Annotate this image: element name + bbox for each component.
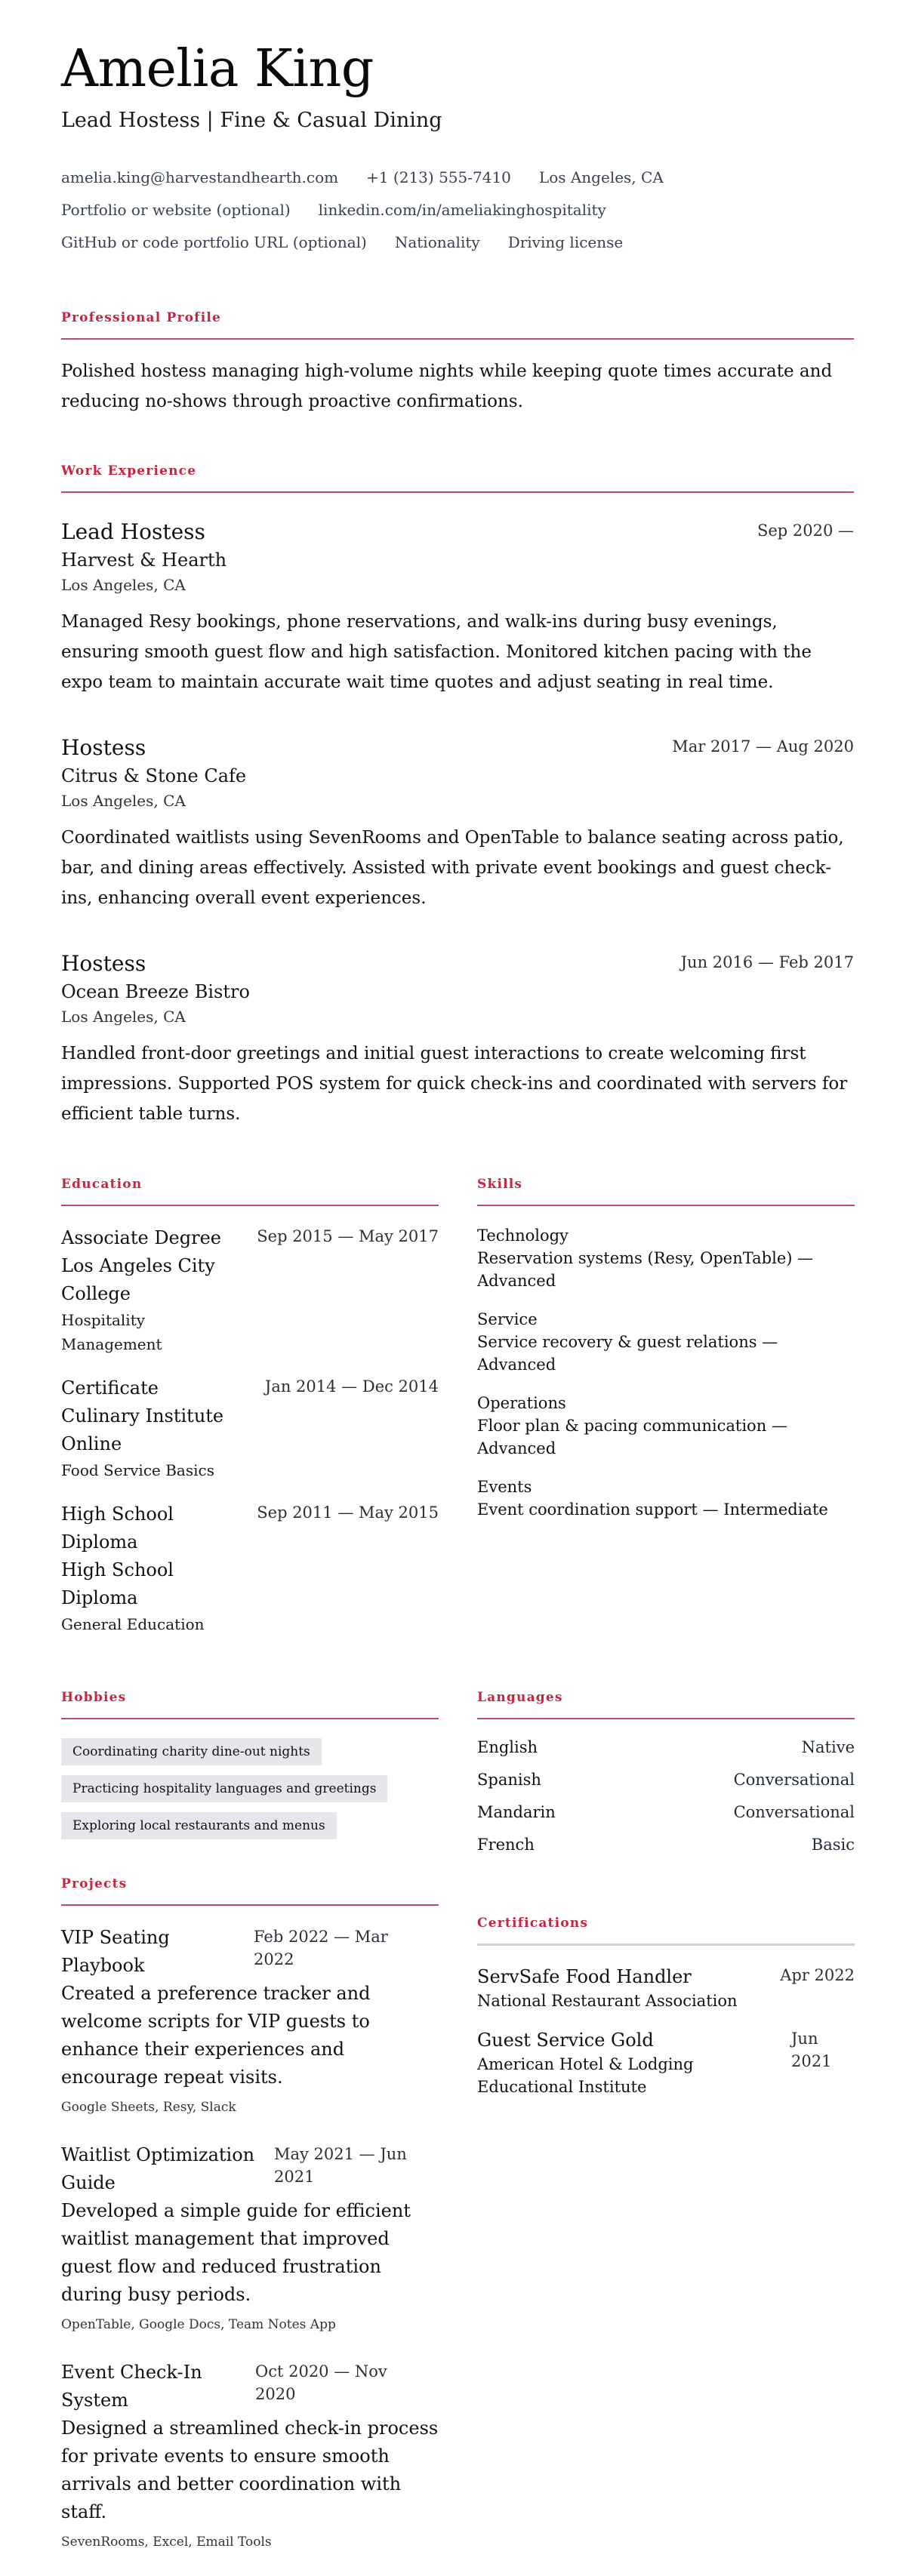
section-heading: Skills [477,1177,523,1192]
hobby-chip: Coordinating charity dine-out nights [61,1738,322,1765]
contact-row [61,194,854,226]
certification-date: Apr 2022 [780,1966,855,1984]
project-title: Event Check-In System [61,2362,202,2411]
project-dates: Oct 2020 — Nov 2020 [255,2362,387,2403]
skill-group [477,1224,855,1292]
certification-name: Guest Service Gold [477,2030,654,2051]
skill-group [477,1308,855,1376]
languages-section [477,1689,855,1861]
section-divider [61,1718,439,1719]
language-level: Conversational [733,1803,855,1821]
section-heading: Languages [477,1690,563,1705]
nationality: Nationality [394,233,480,251]
driving-license: Driving license [507,233,624,251]
language-name: Mandarin [477,1803,556,1821]
language-name: Spanish [477,1771,541,1789]
language-name: French [477,1836,535,1854]
job-title: Hostess [61,735,146,760]
skill-detail: Service recovery & guest relations — Advanced [477,1333,778,1374]
job-entry [61,734,854,913]
project-dates: Feb 2022 — Mar 2022 [254,1928,388,1968]
section-heading: Work Experience [61,463,197,479]
skill-category: Events [477,1478,532,1496]
section-heading: Certifications [477,1916,589,1931]
certifications-section [477,1915,855,2113]
language-row [477,1731,855,1764]
job-description: Handled front-door greetings and initial guest interactions to create welcoming first impressions. Supported POS system for quick check-ins and coordinated with servers for efficient table turns. [61,1044,848,1124]
certification-entry [477,1964,855,2012]
language-level: Native [801,1738,855,1756]
language-name: English [477,1738,538,1756]
project-dates: May 2021 — Jun 2021 [274,2145,407,2186]
education-section [61,1176,439,1654]
job-location: Los Angeles, CA [61,576,186,594]
skill-category: Operations [477,1394,566,1412]
section-divider [61,338,854,340]
degree: Associate Degree [61,1227,222,1248]
degree: High School Diploma [61,1503,174,1553]
skill-group [477,1476,855,1521]
job-location: Los Angeles, CA [61,792,186,810]
section-divider [61,1205,439,1206]
skill-detail: Event coordination support — Intermediate [477,1500,828,1519]
project-entry [61,2359,439,2553]
project-description: Designed a streamlined check-in process for private events to ensure smooth arrivals and better coordination with staff. [61,2418,439,2522]
certification-name: ServSafe Food Handler [477,1966,692,1987]
project-tech: OpenTable, Google Docs, Team Notes App [61,2317,336,2332]
project-tech: Google Sheets, Resy, Slack [61,2100,236,2115]
section-divider [61,1904,439,1906]
field-of-study: Hospitality Management [61,1311,162,1353]
field-of-study: General Education [61,1615,205,1633]
section-heading: Hobbies [61,1690,127,1705]
section-divider [61,491,854,493]
project-title: Waitlist Optimization Guide [61,2144,255,2193]
skill-detail: Floor plan & pacing communication — Advanced [477,1417,787,1457]
job-entry [61,949,854,1129]
job-company: Ocean Breeze Bistro [61,981,250,1002]
skill-group [477,1392,855,1460]
section-heading: Professional Profile [61,310,222,325]
school: Los Angeles City College [61,1255,215,1304]
language-row [477,1829,855,1861]
education-dates: Sep 2011 — May 2015 [257,1503,439,1522]
section-divider [477,1205,855,1206]
language-row [477,1796,855,1829]
degree: Certificate [61,1377,159,1399]
profile-section [61,309,854,417]
experience-section [61,463,854,493]
job-location: Los Angeles, CA [61,1008,186,1026]
job-description: Managed Resy bookings, phone reservations, and walk-ins during busy evenings, ensuring smooth guest flow and high satisfaction. Monitored kitchen pacing with the expo team to maintain accurate wait time quotes and adjust seating in real time. [61,612,812,692]
education-dates: Sep 2015 — May 2017 [257,1227,439,1245]
skill-detail: Reservation systems (Resy, OpenTable) — Advanced [477,1249,814,1290]
field-of-study: Food Service Basics [61,1461,214,1479]
job-title: Hostess [61,951,146,976]
education-entry [61,1374,439,1482]
education-entry [61,1224,439,1356]
education-entry [61,1500,439,1636]
project-tech: SevenRooms, Excel, Email Tools [61,2534,272,2550]
location: Los Angeles, CA [538,168,664,186]
email-link[interactable]: amelia.king@harvestandhearth.com [61,168,339,186]
job-dates: Sep 2020 — [757,522,854,540]
certification-entry [477,2027,855,2098]
certification-issuer: American Hotel & Lodging Educational Institute [477,2055,694,2096]
project-description: Created a preference tracker and welcome scripts for VIP guests to enhance their experiences and encourage repeat visits. [61,1983,371,2088]
section-divider [477,1718,855,1719]
hobby-chip: Exploring local restaurants and menus [61,1812,337,1839]
github-link[interactable]: GitHub or code portfolio URL (optional) [61,233,367,251]
job-dates: Jun 2016 — Feb 2017 [680,953,854,971]
language-level: Conversational [733,1771,855,1789]
school: High School Diploma [61,1559,174,1608]
job-entry [61,518,854,697]
project-description: Developed a simple guide for efficient waitlist management that improved guest flow and reduced frustration during busy periods. [61,2200,411,2305]
section-heading: Education [61,1177,143,1192]
hobbies-section [61,1689,439,1849]
linkedin-link[interactable]: linkedin.com/in/ameliakinghospitality [318,201,606,219]
project-entry [61,2141,439,2336]
contact-row [61,162,854,194]
hobby-chip: Practicing hospitality languages and greetings [61,1775,387,1802]
job-company: Harvest & Hearth [61,549,227,571]
contact-row [61,226,854,259]
project-entry [61,1924,439,2119]
skill-category: Technology [477,1226,569,1245]
project-title: VIP Seating Playbook [61,1927,170,1976]
school: Culinary Institute Online [61,1405,224,1454]
candidate-title: Lead Hostess | Fine & Casual Dining [61,109,442,132]
skill-category: Service [477,1310,538,1328]
certification-date: Jun 2021 [791,2030,832,2070]
portfolio-link[interactable]: Portfolio or website (optional) [61,201,291,219]
language-level: Basic [811,1836,855,1854]
section-divider [477,1944,855,1946]
language-row [477,1764,855,1796]
section-heading: Projects [61,1876,128,1891]
job-title: Lead Hostess [61,519,205,544]
education-dates: Jan 2014 — Dec 2014 [264,1377,439,1396]
phone-number[interactable]: +1 (213) 555-7410 [366,168,511,186]
certification-issuer: National Restaurant Association [477,1992,738,2010]
contact-info [61,162,854,259]
candidate-name: Amelia King [61,39,374,99]
projects-section [61,1876,439,2576]
job-description: Coordinated waitlists using SevenRooms and OpenTable to balance seating across patio, bar, and dining areas effectively. Assisted with private event bookings and guest check-ins, enhancing overall event experiences. [61,828,844,908]
job-company: Citrus & Stone Cafe [61,765,247,786]
skills-section [477,1176,855,1537]
profile-summary: Polished hostess managing high-volume nights while keeping quote times accurate and reducing no-shows through proactive confirmations. [61,362,833,411]
job-dates: Mar 2017 — Aug 2020 [672,737,854,756]
